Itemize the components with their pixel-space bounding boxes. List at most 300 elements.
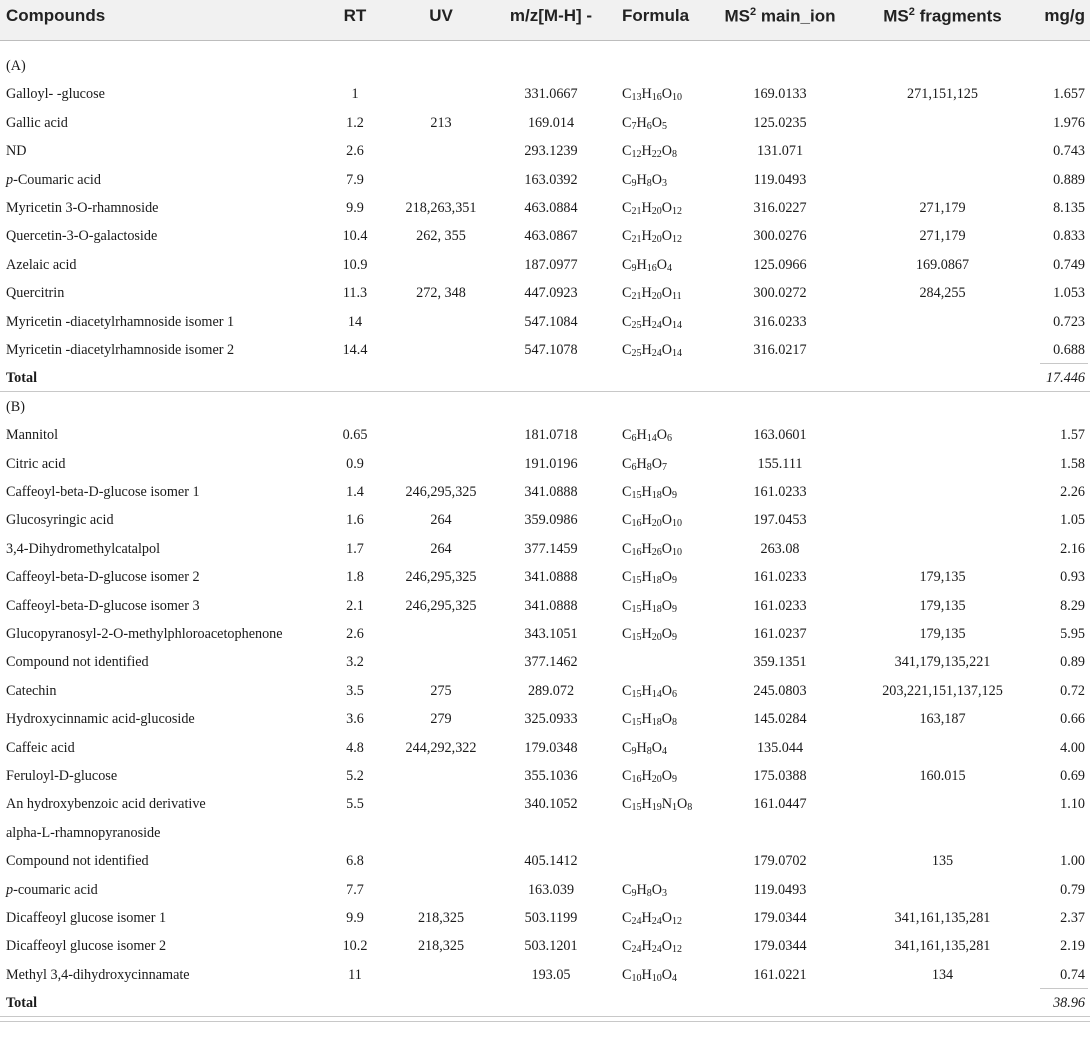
- formula-value: [622, 86, 682, 103]
- formula-element: C: [622, 256, 632, 273]
- compound-name: [6, 228, 157, 245]
- formula-count: 15: [631, 575, 642, 587]
- mg-g-value: 2.19: [1060, 938, 1085, 955]
- formula-count: 20: [651, 632, 662, 643]
- mg-g-value: 2.26: [1060, 484, 1085, 500]
- formula-count: 20: [651, 234, 662, 246]
- mg-g-value: 1.57: [1060, 427, 1085, 444]
- formula-element: H: [636, 739, 647, 756]
- compound-name-text: Compound not identified: [6, 853, 149, 870]
- formula-element: C: [622, 86, 632, 103]
- compound-name-text: -Coumaric acid: [13, 171, 101, 188]
- formula-value: [622, 143, 677, 160]
- formula-count: 16: [651, 92, 662, 104]
- formula-element: H: [641, 228, 652, 245]
- formula-count: 18: [651, 603, 662, 615]
- formula-count: 6: [666, 433, 672, 445]
- compound-name-text: Quercitrin: [6, 285, 65, 302]
- formula-element: O: [661, 86, 672, 103]
- formula-element: C: [622, 427, 632, 444]
- formula-count: 20: [651, 774, 662, 785]
- formula-element: C: [622, 966, 632, 983]
- table-bottom-rule: [0, 1021, 1090, 1022]
- formula-count: 20: [651, 518, 662, 530]
- formula-value: [622, 285, 682, 302]
- compound-name: [6, 683, 56, 700]
- mz-value: 181.0718: [524, 427, 578, 444]
- formula-element: H: [641, 285, 652, 302]
- mg-g-value: 1.053: [1053, 285, 1085, 302]
- formula-count: 11: [671, 291, 682, 303]
- mg-g-value: 0.889: [1053, 171, 1085, 188]
- table-row: [0, 820, 1090, 848]
- formula-count: 18: [651, 490, 662, 501]
- rt-value: 7.7: [346, 881, 364, 898]
- formula-count: 18: [651, 717, 662, 729]
- section-label: (B): [6, 398, 25, 415]
- uv-value: 218,263,351: [405, 200, 477, 216]
- formula-element: C: [622, 881, 632, 898]
- formula-element: O: [661, 540, 672, 557]
- formula-element: H: [641, 796, 652, 813]
- table-row: [0, 621, 1090, 649]
- formula-count: 16: [631, 518, 642, 530]
- formula-element: O: [661, 313, 672, 330]
- formula-element: O: [661, 910, 672, 926]
- uv-value: 218,325: [417, 910, 465, 926]
- table-row: [0, 81, 1090, 109]
- formula-element: C: [622, 285, 632, 302]
- mg-g-value: 1.05: [1060, 512, 1085, 529]
- compound-name-text: Gallic acid: [6, 114, 68, 131]
- formula-count: 8: [671, 149, 677, 161]
- formula-value: [622, 512, 682, 529]
- ms2-main-ion-value: 169.0133: [753, 86, 807, 103]
- formula-element: H: [636, 256, 647, 273]
- mg-g-value: 5.95: [1060, 626, 1085, 642]
- formula-element: O: [661, 342, 672, 358]
- mg-g-value: 8.135: [1053, 200, 1085, 216]
- formula-value: [622, 228, 682, 245]
- formula-element: O: [661, 228, 672, 245]
- formula-count: 9: [671, 632, 677, 643]
- compound-name-text: Feruloyl-D-glucose: [6, 768, 118, 784]
- rt-value: 3.5: [346, 682, 364, 699]
- ms2-main-ion-value: 300.0276: [753, 228, 807, 245]
- compound-name-text: Caffeic acid: [6, 739, 75, 756]
- rt-value: 10.4: [342, 228, 368, 245]
- mg-g-value: 8.29: [1060, 597, 1085, 614]
- formula-element: C: [622, 455, 632, 472]
- formula-element: H: [641, 569, 652, 586]
- total-label: Total: [6, 995, 38, 1012]
- table-row: [0, 735, 1090, 763]
- rt-value: 6.8: [346, 853, 364, 870]
- formula-element: O: [661, 484, 672, 500]
- mz-value: 405.1412: [524, 853, 578, 870]
- formula-count: 16: [646, 262, 657, 274]
- rt-value: 5.2: [346, 768, 364, 784]
- ms2-main-ion-value: 161.0233: [753, 484, 807, 500]
- compound-name: [6, 115, 68, 132]
- compound-name-text: Myricetin -diacetylrhamnoside isomer 2: [6, 342, 235, 358]
- rt-value: 14.4: [342, 342, 368, 358]
- rt-value: 3.2: [346, 654, 364, 671]
- uv-value: 272, 348: [416, 285, 466, 302]
- rt-value: 0.65: [342, 427, 368, 444]
- compound-name: [6, 598, 200, 615]
- rt-value: 10.2: [342, 938, 368, 955]
- table-row: [0, 252, 1090, 280]
- rt-value: 1.4: [346, 484, 364, 500]
- formula-count: 24: [651, 319, 662, 331]
- compound-name: [6, 967, 190, 984]
- ms2-fragments-value: 341,161,135,281: [894, 910, 991, 926]
- formula-count: 6: [631, 461, 637, 473]
- formula-element: H: [641, 313, 652, 330]
- ms2-fragments-value: 284,255: [919, 285, 966, 302]
- mz-value: 163.0392: [524, 171, 578, 188]
- rt-value: 1.8: [346, 569, 364, 586]
- formula-element: O: [661, 626, 672, 642]
- formula-count: 15: [631, 688, 642, 700]
- mz-value: 503.1199: [524, 910, 578, 926]
- table-row: [0, 422, 1090, 450]
- table-row: [0, 110, 1090, 138]
- formula-element: C: [622, 796, 632, 813]
- mg-g-value: 0.749: [1053, 256, 1085, 273]
- table-row: [0, 280, 1090, 308]
- formula-element: H: [641, 768, 652, 784]
- mz-value: 377.1462: [524, 654, 578, 671]
- formula-element: H: [641, 512, 652, 529]
- mg-g-value: 0.89: [1060, 654, 1085, 671]
- ms2-main-ion-value: 135.044: [756, 739, 804, 756]
- formula-element: H: [641, 682, 652, 699]
- ms2-main-ion-value: 161.0447: [753, 796, 807, 813]
- formula-element: H: [636, 881, 647, 898]
- formula-element: H: [641, 910, 652, 926]
- formula-element: C: [622, 626, 632, 642]
- compound-name-text: 3,4-Dihydromethylcatalpol: [6, 540, 161, 557]
- formula-element: O: [661, 682, 672, 699]
- ms2-main-ion-value: 316.0217: [753, 342, 807, 358]
- formula-count: 12: [671, 206, 682, 217]
- formula-count: 19: [651, 802, 662, 814]
- ms2-main-ion-value: 119.0493: [753, 171, 807, 188]
- formula-value: [622, 200, 682, 217]
- ms2-fragments-value: 163,187: [919, 711, 966, 728]
- total-row: [0, 990, 1090, 1018]
- ms2-main-ion-value: 161.0233: [753, 569, 807, 586]
- formula-element: H: [641, 711, 652, 728]
- formula-element: C: [622, 200, 632, 216]
- formula-count: 15: [631, 632, 642, 643]
- formula-element: H: [641, 200, 652, 216]
- formula-value: [622, 626, 677, 643]
- formula-element: O: [656, 256, 667, 273]
- formula-count: 8: [646, 745, 652, 757]
- header-ms2-fragments: $MS^2$ fragments: [883, 6, 1002, 26]
- uv-value: 262, 355: [416, 228, 466, 245]
- formula-count: 16: [631, 546, 642, 558]
- formula-value: [622, 115, 667, 132]
- compound-name: [6, 768, 117, 785]
- formula-element: H: [636, 455, 647, 472]
- formula-element: O: [651, 739, 662, 756]
- rt-value: 1: [351, 86, 359, 103]
- mg-g-value: 2.16: [1060, 540, 1085, 557]
- total-label: Total: [6, 370, 38, 387]
- mz-value: 503.1201: [524, 938, 578, 955]
- formula-element: C: [622, 768, 632, 784]
- formula-element: H: [641, 966, 652, 983]
- mz-value: 331.0667: [524, 86, 578, 103]
- total-value: 38.96: [1053, 995, 1085, 1012]
- formula-count: 4: [671, 972, 677, 984]
- ms2-main-ion-value: 359.1351: [753, 654, 807, 671]
- formula-element: O: [661, 938, 672, 955]
- rt-value: 9.9: [346, 910, 364, 926]
- formula-count: 5: [661, 120, 667, 132]
- compound-name-text: Dicaffeoyl glucose isomer 1: [6, 910, 167, 926]
- rt-value: 10.9: [342, 256, 368, 273]
- compound-name-text: Myricetin -diacetylrhamnoside isomer 1: [6, 313, 235, 330]
- compound-name-text: Glucosyringic acid: [6, 512, 114, 529]
- formula-count: 10: [671, 92, 682, 104]
- rt-value: 11: [348, 966, 362, 983]
- mg-g-value: 0.723: [1053, 313, 1085, 330]
- formula-element: C: [622, 910, 632, 926]
- compound-name-text: Quercetin-3-O-galactoside: [6, 228, 158, 245]
- formula-element: C: [622, 739, 632, 756]
- table-row: [0, 848, 1090, 876]
- formula-element: C: [622, 711, 632, 728]
- ms2-main-ion-value: 161.0233: [753, 597, 807, 614]
- ms2-main-ion-value: 161.0221: [753, 966, 807, 983]
- ms2-fragments-value: 179,135: [919, 597, 966, 614]
- formula-count: 24: [651, 944, 662, 956]
- mg-g-value: 0.93: [1060, 569, 1085, 586]
- table-row: [0, 933, 1090, 961]
- formula-count: 9: [671, 603, 677, 615]
- mz-value: 340.1052: [524, 796, 578, 813]
- compound-name-prefix: p: [6, 881, 14, 898]
- formula-count: 8: [646, 887, 652, 899]
- table-row: [0, 536, 1090, 564]
- mz-value: 355.1036: [524, 768, 578, 784]
- compound-name: [6, 427, 58, 444]
- formula-element: C: [622, 143, 632, 160]
- formula-element: H: [641, 597, 652, 614]
- table-row: [0, 195, 1090, 223]
- uv-value: 246,295,325: [405, 597, 477, 614]
- ms2-fragments-value: 179,135: [919, 569, 966, 586]
- formula-count: 24: [631, 916, 642, 927]
- compound-name: [6, 512, 114, 529]
- ms2-main-ion-value: 155.111: [757, 455, 803, 472]
- rt-value: 2.6: [346, 626, 364, 642]
- table-header: [0, 0, 1090, 41]
- total-value: 17.446: [1045, 370, 1085, 387]
- table-row: [0, 763, 1090, 791]
- mz-value: 169.014: [527, 114, 575, 131]
- mz-value: 547.1078: [524, 342, 578, 358]
- formula-count: 22: [651, 149, 662, 161]
- compound-name-text: Glucopyranosyl-2-O-methylphloroacetophenone: [6, 626, 283, 642]
- ms2-main-ion-value: 119.0493: [753, 881, 807, 898]
- mz-value: 343.1051: [524, 626, 578, 642]
- compound-name-text: Myricetin 3-O-rhamnoside: [6, 200, 159, 216]
- ms2-main-ion-value: 145.0284: [753, 711, 807, 728]
- formula-element: H: [636, 427, 647, 444]
- formula-element: H: [641, 540, 652, 557]
- formula-element: O: [661, 711, 672, 728]
- formula-value: [622, 172, 667, 189]
- formula-element: O: [651, 114, 662, 131]
- formula-count: 25: [631, 348, 642, 359]
- formula-count: 6: [646, 120, 652, 132]
- formula-count: 9: [671, 774, 677, 785]
- formula-value: [622, 257, 672, 274]
- formula-element: C: [622, 484, 632, 500]
- formula-value: [622, 938, 682, 955]
- formula-element: O: [661, 569, 672, 586]
- mz-value: 325.0933: [524, 711, 578, 728]
- rt-value: 14: [347, 313, 363, 330]
- formula-value: [622, 569, 677, 586]
- compound-name-text: alpha-L-rhamnopyranoside: [6, 824, 161, 841]
- header-formula: Formula: [622, 6, 690, 25]
- compound-name: [6, 200, 158, 217]
- rt-value: 2.1: [346, 597, 364, 614]
- ms2-main-ion-value: 179.0702: [753, 853, 807, 870]
- formula-element: H: [636, 171, 647, 188]
- mg-g-value: 0.69: [1060, 768, 1085, 784]
- compound-name: [6, 853, 149, 870]
- formula-element: O: [661, 200, 672, 216]
- compound-name: [6, 740, 75, 757]
- header-compounds: Compounds: [6, 6, 106, 25]
- uv-value: 246,295,325: [405, 484, 477, 500]
- formula-count: 6: [631, 433, 637, 445]
- formula-value: [622, 342, 682, 359]
- formula-count: 14: [671, 348, 682, 359]
- rt-value: 7.9: [346, 171, 364, 188]
- formula-value: [622, 768, 677, 785]
- header-rt: RT: [343, 6, 367, 25]
- formula-value: [622, 456, 667, 473]
- rt-value: 11.3: [342, 285, 368, 302]
- formula-value: [622, 598, 677, 615]
- formula-count: 15: [631, 490, 642, 501]
- compound-name-text: -coumaric acid: [13, 881, 98, 898]
- compound-name: [6, 569, 200, 586]
- formula-element: O: [676, 796, 688, 813]
- formula-value: [622, 541, 682, 558]
- compound-name-text: ND: [6, 143, 27, 160]
- formula-count: 13: [631, 92, 642, 104]
- table-row: [0, 507, 1090, 535]
- table-row: [0, 649, 1090, 677]
- formula-count: 1: [671, 802, 677, 814]
- formula-element: C: [622, 597, 632, 614]
- formula-element: C: [622, 342, 632, 358]
- formula-element: O: [661, 597, 672, 614]
- ms2-fragments-value: 169.0867: [915, 256, 970, 273]
- formula-element: O: [656, 427, 667, 444]
- formula-count: 20: [651, 206, 662, 217]
- mg-g-value: 2.37: [1060, 910, 1085, 926]
- table-row: [0, 337, 1090, 365]
- formula-count: 15: [631, 603, 642, 615]
- mg-g-value: 4.00: [1060, 739, 1085, 756]
- formula-element: H: [641, 143, 652, 160]
- total-row: [0, 365, 1090, 393]
- rt-value: 5.5: [346, 796, 364, 813]
- formula-count: 9: [671, 490, 677, 501]
- table-row: [0, 479, 1090, 507]
- rt-value: 9.9: [346, 200, 364, 216]
- compound-name: [6, 626, 283, 643]
- formula-count: 14: [651, 688, 662, 700]
- compound-name-text: Compound not identified: [6, 654, 149, 671]
- formula-count: 10: [631, 972, 642, 984]
- mg-g-value: 0.833: [1053, 228, 1085, 245]
- ms2-fragments-value: 271,179: [919, 228, 966, 245]
- mg-g-value: 1.58: [1060, 455, 1085, 472]
- ms2-main-ion-value: 131.071: [756, 143, 804, 160]
- compound-name-text: Hydroxycinnamic acid-glucoside: [6, 711, 195, 728]
- compound-name: [6, 143, 27, 160]
- compound-name: [6, 910, 166, 927]
- formula-element: C: [622, 569, 632, 586]
- formula-element: C: [622, 540, 632, 557]
- formula-count: 21: [631, 291, 642, 303]
- formula-count: 9: [631, 745, 637, 757]
- formula-value: [622, 882, 667, 899]
- compound-name-text: Citric acid: [6, 455, 66, 472]
- formula-element: C: [622, 682, 632, 699]
- formula-value: [622, 740, 667, 757]
- compound-name: [6, 484, 200, 501]
- uv-value: 275: [430, 682, 452, 699]
- formula-count: 9: [671, 575, 677, 587]
- table-row: [0, 138, 1090, 166]
- formula-count: 10: [671, 546, 682, 558]
- rt-value: 1.6: [346, 512, 364, 529]
- rt-value: 2.6: [346, 143, 364, 160]
- formula-count: 4: [661, 745, 667, 757]
- ms2-fragments-value: 341,161,135,281: [894, 938, 991, 955]
- table-row: [0, 877, 1090, 905]
- compound-name-text: Caffeoyl-beta-D-glucose isomer 3: [6, 597, 200, 614]
- mz-value: 289.072: [527, 682, 575, 699]
- uv-value: 246,295,325: [405, 569, 477, 586]
- formula-count: 18: [651, 575, 662, 587]
- formula-element: H: [641, 626, 652, 642]
- formula-count: 24: [651, 916, 662, 927]
- table-row: [0, 706, 1090, 734]
- formula-element: C: [622, 938, 632, 955]
- mz-value: 163.039: [527, 881, 575, 898]
- section-label-row: [0, 394, 1090, 422]
- ms2-main-ion-value: 161.0237: [753, 626, 807, 642]
- formula-element: H: [641, 342, 652, 358]
- table-row: [0, 167, 1090, 195]
- formula-value: [622, 910, 682, 927]
- formula-value: [622, 683, 677, 700]
